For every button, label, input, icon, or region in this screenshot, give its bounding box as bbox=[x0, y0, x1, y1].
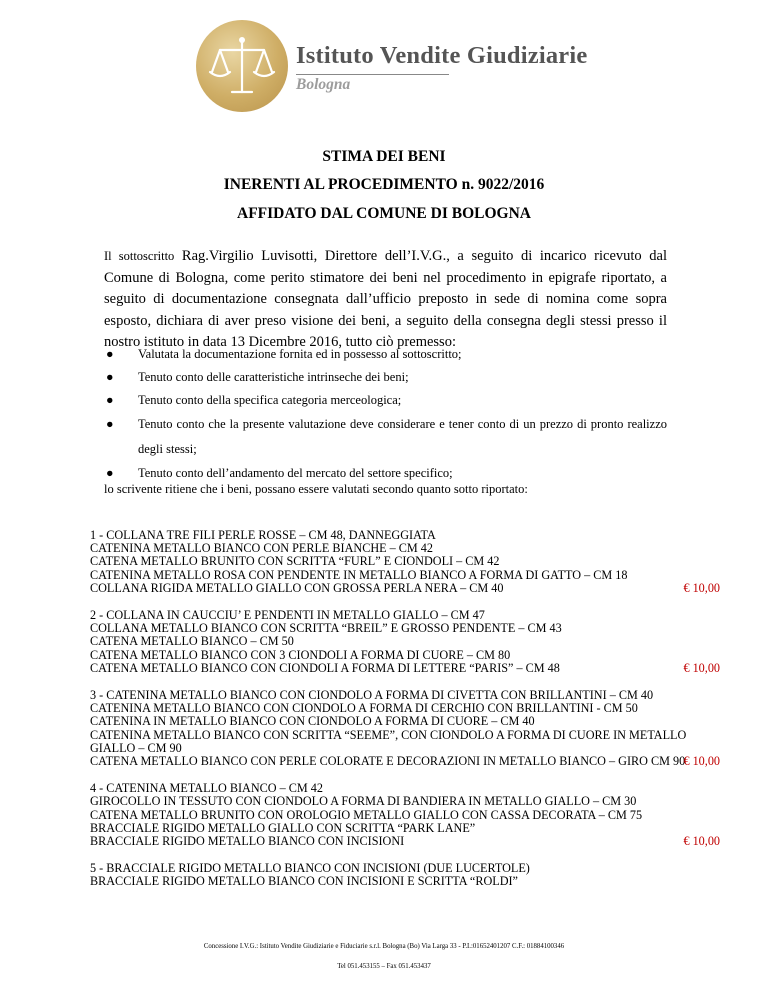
lot-line: CATENINA METALLO ROSA CON PENDENTE IN METALLO BIANCO A FORMA DI GATTO – CM 18 bbox=[90, 567, 628, 582]
lot-4 bbox=[90, 782, 720, 848]
lot-line: CATENA METALLO BRUNITO CON OROLOGIO METALLO GIALLO CON CASSA DECORATA – CM 75 bbox=[90, 807, 643, 822]
lot-line: CATENA METALLO BIANCO CON CIONDOLI A FORMA DI LETTERE “PARIS” – CM 48 bbox=[90, 660, 560, 675]
intro-body: Rag.Virgilio Luvisotti, Direttore dell’I.V.G., a seguito di incarico ricevuto dal Comune di Bologna, come perito stimatore dei beni nel procedimento in epigrafe riportato, a seguito di documentazione consegnata dall’ufficio preposto in sede di nomina come sopra esposto, dichiara di aver preso visione dei beni, a seguito della consegna degli stessi presso il nostro istituto in data 13 Dicembre 2016, tutto ciò premesso: bbox=[104, 248, 667, 350]
bullet-icon: ● bbox=[106, 417, 114, 431]
intro-lead: Il sottoscritto bbox=[104, 249, 175, 263]
lot-1 bbox=[90, 529, 720, 595]
footer-contacts: Tel 051.453155 – Fax 051.453437 bbox=[337, 963, 431, 970]
lot-3 bbox=[90, 689, 720, 768]
premises-list bbox=[104, 343, 667, 485]
lot-line: 4 - CATENINA METALLO BIANCO – CM 42 bbox=[90, 781, 323, 796]
lot-line: CATENA METALLO BRUNITO CON SCRITTA “FURL” E CIONDOLI – CM 42 bbox=[90, 554, 500, 569]
bullet-icon: ● bbox=[106, 370, 114, 384]
lot-line: 3 - CATENINA METALLO BIANCO CON CIONDOLO A FORMA DI CIVETTA CON BRILLANTINI – CM 40 bbox=[90, 688, 654, 703]
doc-subtitle-procedure: INERENTI AL PROCEDIMENTO n. 9022/2016 bbox=[223, 176, 545, 193]
bullet-icon: ● bbox=[106, 347, 114, 361]
lot-line: 2 - COLLANA IN CAUCCIU’ E PENDENTI IN METALLO GIALLO – CM 47 bbox=[90, 608, 485, 623]
list-item: ● Valutata la documentazione fornita ed in possesso al sottoscritto; bbox=[104, 343, 667, 366]
lot-line: CATENINA METALLO BIANCO CON PERLE BIANCHE – CM 42 bbox=[90, 541, 433, 556]
lot-line: CATENA METALLO BIANCO CON PERLE COLORATE E DECORAZIONI IN METALLO BIANCO – GIRO CM 90 bbox=[90, 754, 686, 769]
lot-line: CATENINA IN METALLO BIANCO CON CIONDOLO A FORMA DI CUORE – CM 40 bbox=[90, 714, 535, 729]
lot-line: 1 - COLLANA TRE FILI PERLE ROSSE – CM 48, DANNEGGIATA bbox=[90, 528, 436, 542]
lot-line: COLLANA METALLO BIANCO CON SCRITTA “BREIL” E GROSSO PENDENTE – CM 43 bbox=[90, 621, 562, 636]
lot-price: € 10,00 bbox=[683, 660, 720, 675]
lot-price: € 10,00 bbox=[683, 834, 720, 849]
closing-statement: lo scrivente ritiene che i beni, possano essere valutati secondo quanto sotto riportato: bbox=[104, 482, 528, 496]
lot-line: COLLANA RIGIDA METALLO GIALLO CON GROSSA PERLA NERA – CM 40 bbox=[90, 580, 504, 595]
lot-line: CATENA METALLO BIANCO CON 3 CIONDOLI A FORMA DI CUORE – CM 80 bbox=[90, 647, 511, 662]
lot-line: BRACCIALE RIGIDO METALLO BIANCO CON INCISIONI E SCRITTA “ROLDI” bbox=[90, 874, 518, 889]
list-item: ● Tenuto conto che la presente valutazione deve considerare e tener conto di un prezzo di pronto realizzo degli stessi; bbox=[104, 412, 667, 462]
lot-price: € 10,00 bbox=[683, 754, 720, 769]
org-city: Bologna bbox=[296, 76, 351, 93]
lot-line: CATENINA METALLO BIANCO CON SCRITTA “SEEME”, CON CIONDOLO A FORMA DI CUORE IN METALLO GIALLO – CM 90 bbox=[90, 727, 687, 755]
list-item: ● Tenuto conto dell’andamento del mercato del settore specifico; bbox=[104, 462, 667, 485]
doc-subtitle-assignment: AFFIDATO DAL COMUNE DI BOLOGNA bbox=[237, 205, 531, 222]
bullet-icon: ● bbox=[106, 466, 114, 480]
lot-line: BRACCIALE RIGIDO METALLO GIALLO CON SCRITTA “PARK LANE” bbox=[90, 820, 476, 835]
lot-2 bbox=[90, 609, 720, 675]
lot-line: GIROCOLLO IN TESSUTO CON CIONDOLO A FORMA DI BANDIERA IN METALLO GIALLO – CM 30 bbox=[90, 794, 637, 809]
lot-line: 5 - BRACCIALE RIGIDO METALLO BIANCO CON INCISIONI (DUE LUCERTOLE) bbox=[90, 861, 530, 876]
scales-of-justice-icon bbox=[196, 20, 288, 112]
logo-divider bbox=[296, 74, 449, 75]
list-item: ● Tenuto conto delle caratteristiche intrinseche dei beni; bbox=[104, 366, 667, 389]
lot-line: BRACCIALE RIGIDO METALLO BIANCO CON INCISIONI bbox=[90, 834, 405, 849]
lots-list bbox=[90, 529, 720, 903]
bullet-icon: ● bbox=[106, 393, 114, 407]
list-item: ● Tenuto conto della specifica categoria merceologica; bbox=[104, 389, 667, 412]
footer-legal: Concessione I.V.G.: Istituto Vendite Giudiziarie e Fiduciarie s.r.l. Bologna (Bo) Via Larga 33 - P.I.:01652401207 C.F.: 01884100346 bbox=[203, 943, 565, 950]
lot-line: CATENINA METALLO BIANCO CON CIONDOLO A FORMA DI CERCHIO CON BRILLANTINI - CM 50 bbox=[90, 701, 638, 716]
intro-paragraph bbox=[104, 246, 667, 354]
logo-emblem bbox=[196, 20, 288, 112]
doc-title: STIMA DEI BENI bbox=[322, 148, 446, 165]
org-name: Istituto Vendite Giudiziarie bbox=[296, 42, 588, 69]
logo bbox=[196, 20, 616, 125]
lot-line: CATENA METALLO BIANCO – CM 50 bbox=[90, 634, 294, 649]
lot-price: € 10,00 bbox=[683, 580, 720, 595]
lot-5 bbox=[90, 862, 720, 888]
